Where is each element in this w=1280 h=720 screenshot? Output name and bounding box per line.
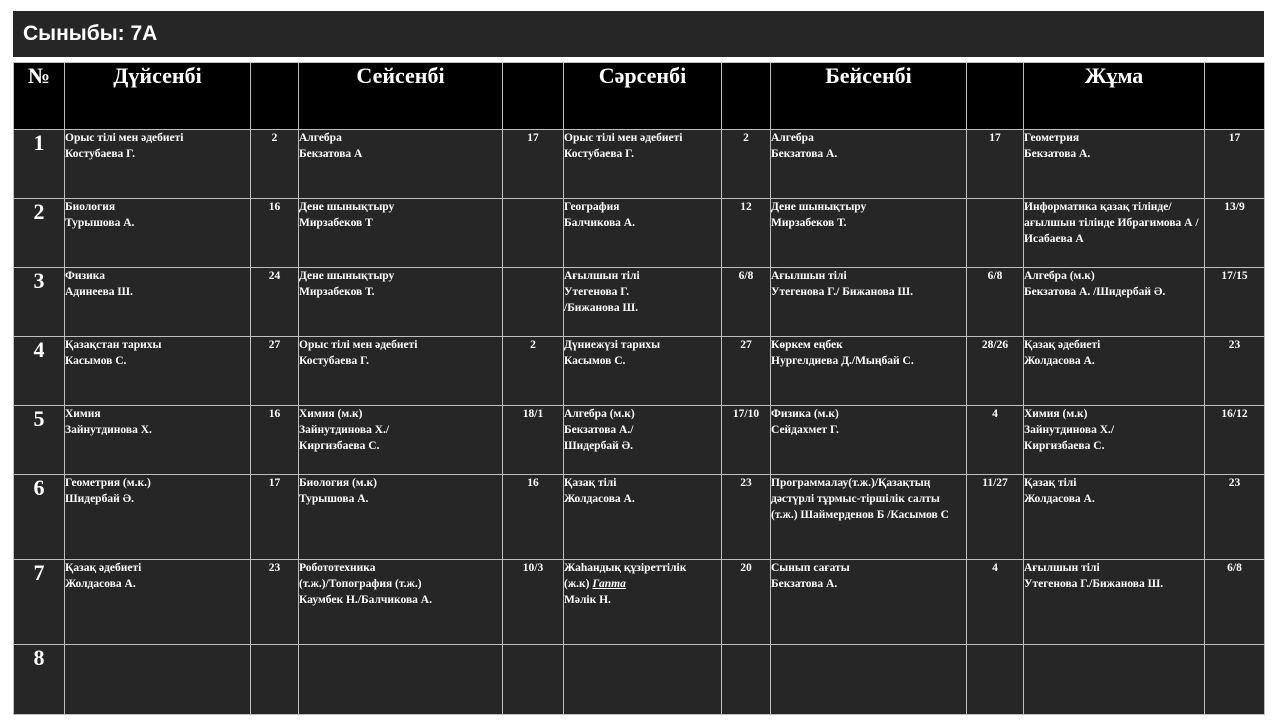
room-number: 17 [503, 130, 564, 199]
lesson-cell [771, 645, 967, 715]
lesson-number: 4 [14, 337, 65, 406]
lesson-cell: Биология (м.к) Турышова А. [299, 475, 503, 560]
lesson-cell: Геометрия Бекзатова А. [1024, 130, 1205, 199]
room-number: 28/26 [967, 337, 1024, 406]
timetable [13, 62, 1265, 715]
lesson-note: Гапта [592, 578, 626, 590]
room-number: 16 [251, 406, 299, 475]
table-row [14, 406, 1265, 475]
header-thursday: Бейсенбі [771, 63, 967, 130]
lesson-cell: Қазақ тілі Жолдасова А. [1024, 475, 1205, 560]
room-number: 17 [1205, 130, 1265, 199]
table-row [14, 199, 1265, 268]
lesson-cell: Биология Турышова А. [65, 199, 251, 268]
lesson-cell: Дене шынықтыру Мирзабеков Т. [771, 199, 967, 268]
lesson-cell: Дене шынықтыру Мирзабеков Т [299, 199, 503, 268]
header-room [1205, 63, 1265, 130]
room-number: 18/1 [503, 406, 564, 475]
lesson-cell: Алгебра (м.к) Бекзатова А./ Шидербай Ә. [564, 406, 722, 475]
lesson-cell: Сынып сағаты Бекзатова А. [771, 560, 967, 645]
lesson-cell: Алгебра Бекзатова А [299, 130, 503, 199]
table-row [14, 645, 1265, 715]
room-number: 24 [251, 268, 299, 337]
room-number: 23 [1205, 475, 1265, 560]
lesson-cell: Қазақстан тарихы Касымов С. [65, 337, 251, 406]
room-number [967, 645, 1024, 715]
lesson-cell: Ағылшын тілі Утегенова Г./Бижанова Ш. [1024, 560, 1205, 645]
room-number: 11/27 [967, 475, 1024, 560]
header-room [503, 63, 564, 130]
lesson-number: 3 [14, 268, 65, 337]
room-number: 4 [967, 406, 1024, 475]
room-number: 6/8 [967, 268, 1024, 337]
lesson-cell: Көркем еңбек Нургелдиева Д./Мыңбай С. [771, 337, 967, 406]
room-number: 20 [722, 560, 771, 645]
lesson-cell: География Балчикова А. [564, 199, 722, 268]
lesson-cell [299, 645, 503, 715]
room-number [503, 199, 564, 268]
lesson-number: 7 [14, 560, 65, 645]
room-number: 23 [251, 560, 299, 645]
room-number: 13/9 [1205, 199, 1265, 268]
room-number [503, 268, 564, 337]
room-number: 2 [503, 337, 564, 406]
room-number: 23 [1205, 337, 1265, 406]
lesson-cell: Орыс тілі мен әдебиеті Костубаева Г. [564, 130, 722, 199]
room-number [967, 199, 1024, 268]
room-number [251, 645, 299, 715]
lesson-cell: Қазақ тілі Жолдасова А. [564, 475, 722, 560]
lesson-cell: Программалау(т.ж.)/Қазақтың дәстүрлі тұрмыс-тіршілік салты (т.ж.) Шаймерденов Б /Касымов С [771, 475, 967, 560]
lesson-cell: Қазақ әдебиеті Жолдасова А. [1024, 337, 1205, 406]
lesson-cell [564, 645, 722, 715]
lesson-cell: Қазақ әдебиеті Жолдасова А. [65, 560, 251, 645]
table-row [14, 560, 1265, 645]
header-row [14, 63, 1265, 130]
room-number: 6/8 [1205, 560, 1265, 645]
header-room [722, 63, 771, 130]
header-number: № [14, 63, 65, 130]
room-number: 17 [967, 130, 1024, 199]
room-number: 27 [251, 337, 299, 406]
lesson-number: 6 [14, 475, 65, 560]
lesson-cell: Геометрия (м.к.) Шидербай Ә. [65, 475, 251, 560]
lesson-cell: Химия Зайнутдинова Х. [65, 406, 251, 475]
room-number: 10/3 [503, 560, 564, 645]
header-monday: Дүйсенбі [65, 63, 251, 130]
room-number: 2 [722, 130, 771, 199]
table-row [14, 268, 1265, 337]
room-number: 17/15 [1205, 268, 1265, 337]
lesson-subject: Жаһандық құзіреттілік (ж.к) [564, 562, 687, 590]
lesson-number: 2 [14, 199, 65, 268]
room-number [1205, 645, 1265, 715]
lesson-number: 5 [14, 406, 65, 475]
room-number [722, 645, 771, 715]
room-number: 12 [722, 199, 771, 268]
header-room [251, 63, 299, 130]
page-title: Сыныбы: 7А [13, 11, 1264, 57]
lesson-cell: Алгебра (м.к) Бекзатова А. /Шидербай Ә. [1024, 268, 1205, 337]
room-number: 16 [503, 475, 564, 560]
lesson-cell: Дене шынықтыру Мирзабеков Т. [299, 268, 503, 337]
room-number: 27 [722, 337, 771, 406]
room-number: 16/12 [1205, 406, 1265, 475]
lesson-number: 8 [14, 645, 65, 715]
room-number: 4 [967, 560, 1024, 645]
room-number [503, 645, 564, 715]
header-room [967, 63, 1024, 130]
lesson-cell: Физика Адинеева Ш. [65, 268, 251, 337]
lesson-cell: Орыс тілі мен әдебиеті Костубаева Г. [299, 337, 503, 406]
lesson-cell [1024, 645, 1205, 715]
lesson-cell: Ағылшын тілі Утегенова Г./ Бижанова Ш. [771, 268, 967, 337]
table-row [14, 475, 1265, 560]
lesson-cell: Орыс тілі мен әдебиеті Костубаева Г. [65, 130, 251, 199]
lesson-cell: Ағылшын тілі Утегенова Г. /Бижанова Ш. [564, 268, 722, 337]
header-tuesday: Сейсенбі [299, 63, 503, 130]
header-wednesday: Сәрсенбі [564, 63, 722, 130]
table-row [14, 337, 1265, 406]
room-number: 17 [251, 475, 299, 560]
lesson-cell: Информатика қазақ тілінде/ағылшын тілінде Ибрагимова А /Исабаева А [1024, 199, 1205, 268]
room-number: 2 [251, 130, 299, 199]
lesson-cell: Физика (м.к) Сейдахмет Г. [771, 406, 967, 475]
lesson-cell: Дүниежүзі тарихы Касымов С. [564, 337, 722, 406]
table-row [14, 130, 1265, 199]
room-number: 23 [722, 475, 771, 560]
header-friday: Жұма [1024, 63, 1205, 130]
lesson-cell: Робототехника (т.ж.)/Топография (т.ж.) Каумбек Н./Балчикова А. [299, 560, 503, 645]
lesson-cell: Алгебра Бекзатова А. [771, 130, 967, 199]
room-number: 17/10 [722, 406, 771, 475]
room-number: 6/8 [722, 268, 771, 337]
lesson-cell [564, 560, 722, 645]
lesson-cell: Химия (м.к) Зайнутдинова Х./ Киргизбаева С. [1024, 406, 1205, 475]
lesson-teacher: Мәлік Н. [564, 594, 611, 606]
lesson-cell: Химия (м.к) Зайнутдинова Х./ Киргизбаева С. [299, 406, 503, 475]
lesson-cell [65, 645, 251, 715]
room-number: 16 [251, 199, 299, 268]
lesson-number: 1 [14, 130, 65, 199]
